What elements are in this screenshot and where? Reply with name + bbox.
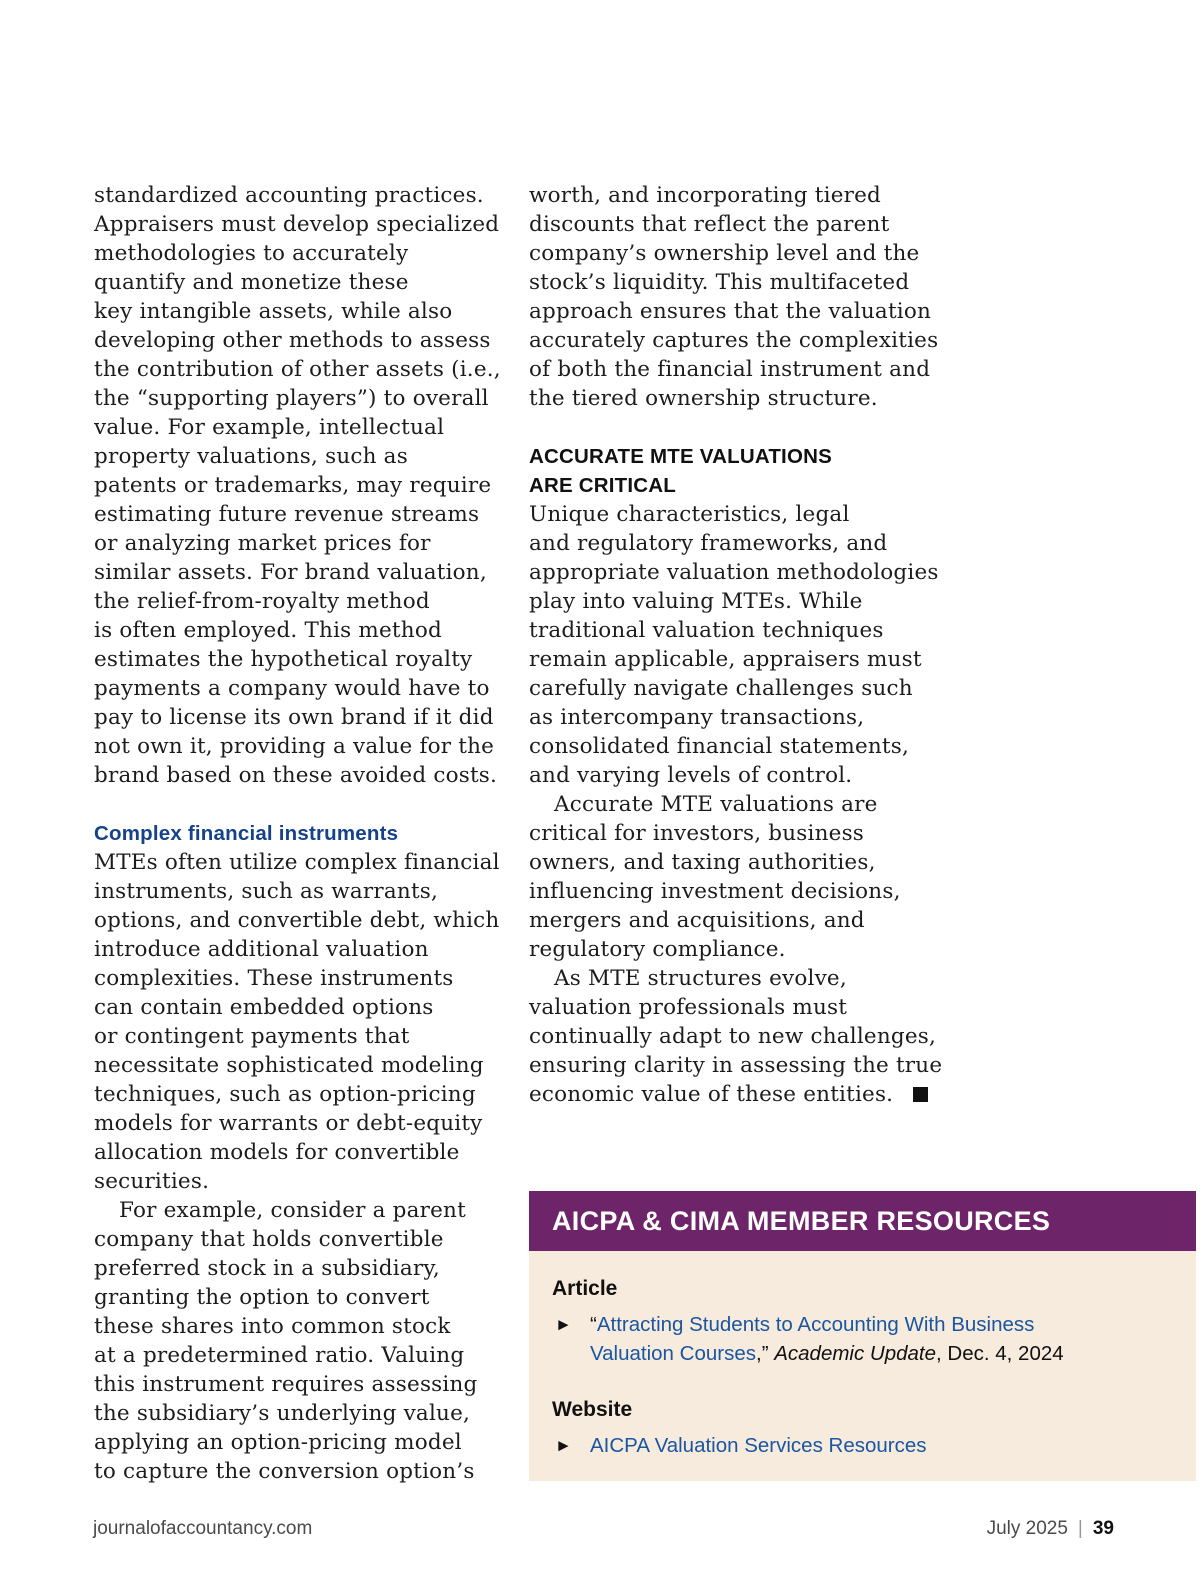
text-line (94, 703, 514, 732)
footer-issue-date: July 2025 (986, 1518, 1068, 1539)
text-line-content: is often employed. This method (94, 618, 442, 643)
text-line (94, 674, 514, 703)
text-line (94, 1457, 514, 1486)
text-line (94, 906, 514, 935)
text-line (529, 181, 949, 210)
text-line (94, 1080, 514, 1109)
text-line (94, 326, 514, 355)
footer-page-number: 39 (1092, 1518, 1114, 1539)
text-line (94, 1138, 514, 1167)
text-line (529, 1051, 949, 1080)
text-line-content: property valuations, such as (94, 444, 408, 469)
text-line-content: MTEs often utilize complex financial (94, 850, 500, 875)
right-column (529, 181, 949, 1109)
text-line (529, 529, 949, 558)
text-line (529, 674, 949, 703)
text-line (94, 239, 514, 268)
text-line-content: complexities. These instruments (94, 966, 454, 991)
text-line (94, 384, 514, 413)
text-line-content: brand based on these avoided costs. (94, 763, 498, 788)
triangle-bullet-icon: ► (555, 1315, 572, 1334)
text-line (94, 529, 514, 558)
text-line-content: methodologies to accurately (94, 241, 409, 266)
text-line-content: Accurate MTE valuations are (554, 792, 878, 817)
text-line-content: granting the option to convert (94, 1285, 430, 1310)
text-line-content: worth, and incorporating tiered (529, 183, 881, 208)
text-line (529, 384, 949, 413)
text-line (529, 210, 949, 239)
text-line (94, 761, 514, 790)
text-line-content: standardized accounting practices. (94, 183, 484, 208)
text-line (94, 1225, 514, 1254)
footer-issue-page (987, 1518, 1114, 1540)
article-list-item (552, 1310, 1172, 1368)
text-line-content: stock’s liquidity. This multifaceted (529, 270, 910, 295)
text-line (94, 355, 514, 384)
text-line-content: discounts that reflect the parent (529, 212, 890, 237)
text-line (529, 268, 949, 297)
text-line (529, 587, 949, 616)
text-line-content: estimates the hypothetical royalty (94, 647, 473, 672)
text-line-content: securities. (94, 1169, 210, 1194)
text-line (94, 848, 514, 877)
text-line (94, 1341, 514, 1370)
right-paragraph-2 (529, 500, 949, 790)
text-line (529, 297, 949, 326)
text-line (94, 1254, 514, 1283)
text-line (94, 1428, 514, 1457)
text-line-content: of both the financial instrument and (529, 357, 931, 382)
text-line-content: the relief-from-royalty method (94, 589, 430, 614)
text-line (94, 268, 514, 297)
text-line-content: pay to license its own brand if it did (94, 705, 494, 730)
text-line (94, 993, 514, 1022)
text-line (94, 1399, 514, 1428)
text-line-content: mergers and acquisitions, and (529, 908, 865, 933)
text-line (94, 645, 514, 674)
text-line (94, 935, 514, 964)
text-line (94, 732, 514, 761)
text-line-content: regulatory compliance. (529, 937, 786, 962)
text-line (94, 471, 514, 500)
text-line-content: and varying levels of control. (529, 763, 853, 788)
text-line (94, 413, 514, 442)
text-line (94, 1167, 514, 1196)
text-line-content: continually adapt to new challenges, (529, 1024, 937, 1049)
member-resources-header: AICPA & CIMA MEMBER RESOURCES (529, 1191, 1196, 1251)
text-line (94, 1109, 514, 1138)
paragraph-gap (529, 413, 949, 442)
left-column (94, 181, 514, 1486)
text-line (529, 355, 949, 384)
text-line-content: remain applicable, appraisers must (529, 647, 922, 672)
right-paragraph-1 (529, 181, 949, 413)
text-line (529, 558, 949, 587)
text-line (94, 1283, 514, 1312)
text-line-content: developing other methods to assess (94, 328, 491, 353)
text-line-content: these shares into common stock (94, 1314, 451, 1339)
text-line (94, 877, 514, 906)
website-link[interactable]: AICPA Valuation Services Resources (590, 1434, 927, 1457)
text-line-content: techniques, such as option-pricing (94, 1082, 476, 1107)
text-line (529, 848, 949, 877)
text-line-content: quantify and monetize these (94, 270, 409, 295)
text-line (94, 1370, 514, 1399)
text-line-content: critical for investors, business (529, 821, 865, 846)
text-line-content: not own it, providing a value for the (94, 734, 495, 759)
text-line (529, 703, 949, 732)
text-line-content: instruments, such as warrants, (94, 879, 439, 904)
text-line (94, 442, 514, 471)
text-line-content: the subsidiary’s underlying value, (94, 1401, 471, 1426)
text-line (529, 761, 949, 790)
end-of-article-square-icon (913, 1087, 928, 1102)
text-line-content: approach ensures that the valuation (529, 299, 932, 324)
text-line-content: the tiered ownership structure. (529, 386, 878, 411)
article-text (590, 1310, 1172, 1368)
article-publication: Academic Update (774, 1342, 937, 1365)
open-quote: “ (590, 1313, 597, 1336)
text-line-content: company that holds convertible (94, 1227, 444, 1252)
text-line-content: can contain embedded options (94, 995, 434, 1020)
text-line-content: or contingent payments that (94, 1024, 410, 1049)
text-line (529, 819, 949, 848)
text-line-content: play into valuing MTEs. While (529, 589, 863, 614)
text-line-content: influencing investment decisions, (529, 879, 901, 904)
text-line-content: As MTE structures evolve, (554, 966, 847, 991)
text-line (529, 993, 949, 1022)
text-line (529, 326, 949, 355)
text-line-content: ensuring clarity in assessing the true (529, 1053, 943, 1078)
footer-separator: | (1077, 1518, 1083, 1539)
paragraph-gap (94, 790, 514, 819)
text-line (529, 906, 949, 935)
text-line-content: accurately captures the complexities (529, 328, 939, 353)
article-link-line-1[interactable]: Attracting Students to Accounting With Business (596, 1313, 1035, 1336)
text-line (94, 558, 514, 587)
right-paragraph-4 (529, 964, 949, 1109)
text-line (94, 297, 514, 326)
article-link-line-2[interactable]: Valuation Courses (590, 1342, 756, 1365)
text-line-content: carefully navigate challenges such (529, 676, 913, 701)
text-line (94, 210, 514, 239)
text-line-content: the contribution of other assets (i.e., (94, 357, 501, 382)
text-line (94, 1051, 514, 1080)
website-list-item (552, 1431, 1172, 1460)
text-line (94, 1312, 514, 1341)
article-date: , Dec. 4, 2024 (936, 1342, 1064, 1365)
text-line (529, 500, 949, 529)
text-line (529, 239, 949, 268)
right-paragraph-3 (529, 790, 949, 964)
article-section-title: Article (552, 1277, 618, 1300)
text-line-content: estimating future revenue streams (94, 502, 480, 527)
text-line (94, 964, 514, 993)
text-line-content: company’s ownership level and the (529, 241, 920, 266)
text-line-content: appropriate valuation methodologies (529, 560, 939, 585)
text-line-content: the “supporting players”) to overall (94, 386, 489, 411)
text-line (529, 935, 949, 964)
text-line-content: this instrument requires assessing (94, 1372, 478, 1397)
text-line-content: and regulatory frameworks, and (529, 531, 888, 556)
text-line-content: valuation professionals must (529, 995, 848, 1020)
text-line-content: key intangible assets, while also (94, 299, 453, 324)
text-line-content: models for warrants or debt-equity (94, 1111, 483, 1136)
text-line-content: Unique characteristics, legal (529, 502, 850, 527)
triangle-bullet-icon: ► (555, 1436, 572, 1455)
text-line-content: owners, and taxing authorities, (529, 850, 876, 875)
text-line (529, 790, 949, 819)
text-line (94, 587, 514, 616)
text-line (94, 616, 514, 645)
subhead-are-critical: ARE CRITICAL (529, 474, 677, 497)
text-line-content: consolidated financial statements, (529, 734, 910, 759)
left-paragraph-1 (94, 181, 514, 790)
text-line-content: allocation models for convertible (94, 1140, 460, 1165)
close-quote: ,” (756, 1342, 775, 1365)
text-line-content: introduce additional valuation (94, 937, 429, 962)
text-line-content: at a predetermined ratio. Valuing (94, 1343, 465, 1368)
text-line (529, 732, 949, 761)
member-resources-box (529, 1191, 1196, 1481)
text-line (529, 1080, 949, 1109)
subhead-complex-financial-instruments: Complex financial instruments (94, 822, 399, 845)
text-line-content: as intercompany transactions, (529, 705, 865, 730)
left-paragraph-3 (94, 1196, 514, 1486)
text-line (529, 964, 949, 993)
text-line (529, 877, 949, 906)
website-section-title: Website (552, 1398, 633, 1421)
footer-site-url: journalofaccountancy.com (93, 1518, 313, 1539)
text-line (529, 616, 949, 645)
text-line-content: to capture the conversion option’s (94, 1459, 475, 1484)
text-line-content: Appraisers must develop specialized (94, 212, 500, 237)
text-line-content: payments a company would have to (94, 676, 490, 701)
text-line-content: necessitate sophisticated modeling (94, 1053, 484, 1078)
subhead-accurate-mte-valuations: ACCURATE MTE VALUATIONS (529, 445, 832, 468)
text-line-content: traditional valuation techniques (529, 618, 884, 643)
text-line (529, 1022, 949, 1051)
left-paragraph-2 (94, 848, 514, 1196)
text-line-content: similar assets. For brand valuation, (94, 560, 487, 585)
text-line (94, 1022, 514, 1051)
text-line (94, 1196, 514, 1225)
text-line (94, 181, 514, 210)
text-line (529, 645, 949, 674)
text-line-content: patents or trademarks, may require (94, 473, 492, 498)
text-line-content: economic value of these entities. (529, 1082, 894, 1107)
text-line-content: value. For example, intellectual (94, 415, 445, 440)
text-line-content: or analyzing market prices for (94, 531, 431, 556)
text-line (94, 500, 514, 529)
text-line-content: preferred stock in a subsidiary, (94, 1256, 440, 1281)
text-line-content: For example, consider a parent (119, 1198, 466, 1223)
text-line-content: options, and convertible debt, which (94, 908, 500, 933)
text-line-content: applying an option-pricing model (94, 1430, 462, 1455)
